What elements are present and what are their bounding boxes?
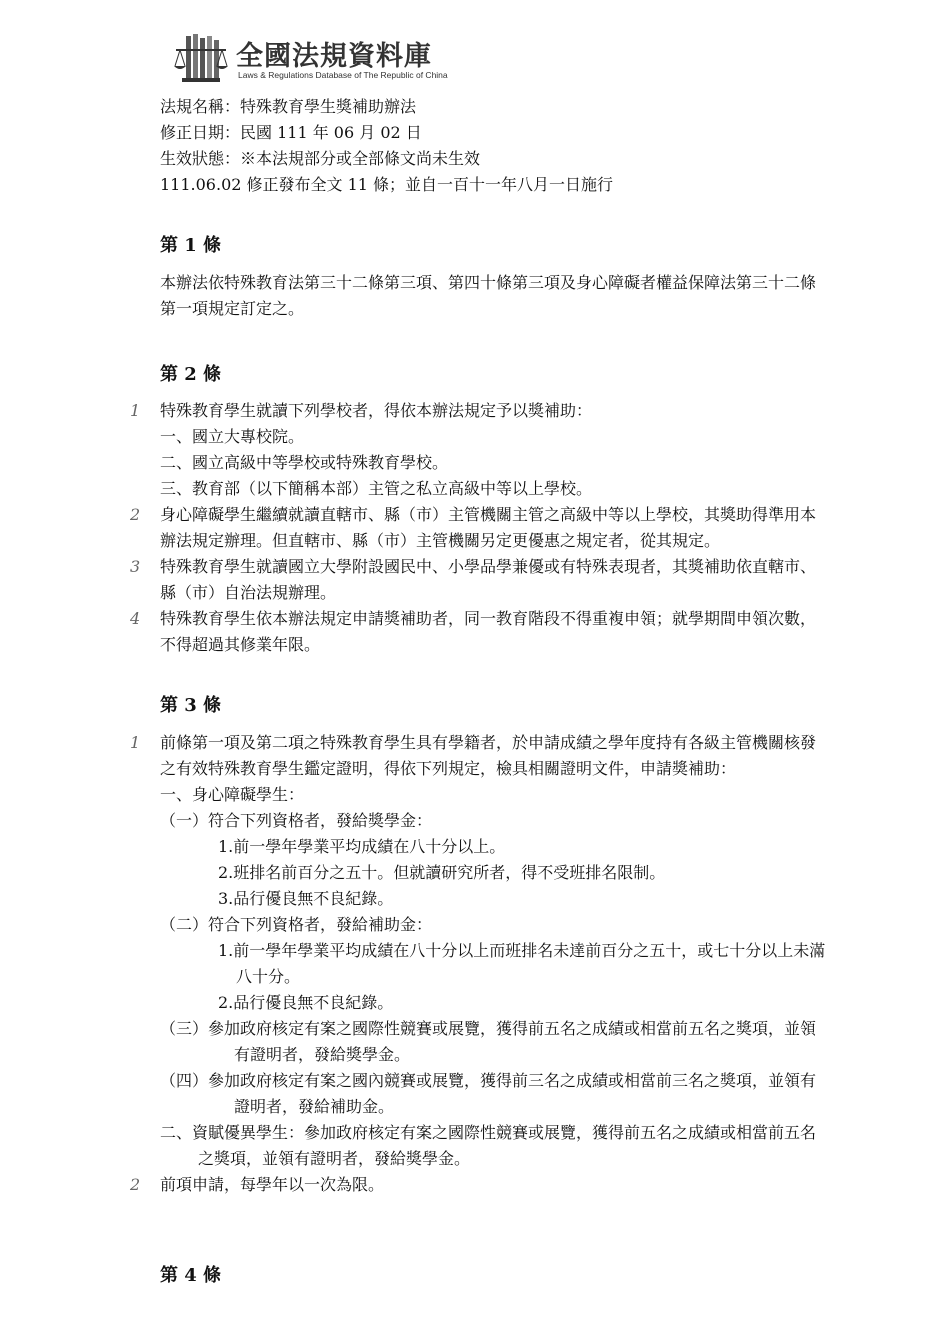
- paragraph-number: 2: [130, 1175, 141, 1194]
- amend-note: 111.06.02 修正發布全文 11 條；並自一百十一年八月一日施行: [160, 175, 614, 194]
- list-item: 2.班排名前百分之五十。但就讀研究所者，得不受班排名限制。: [218, 863, 666, 882]
- subsection-heading: 一、身心障礙學生：: [160, 785, 305, 804]
- article-4-heading: 第 4 條: [160, 1265, 222, 1286]
- article-1-text: 本辦法依特殊教育法第三十二條第三項、第四十條第三項及身心障礙者權益保障法第三十二條第一項規定訂定之。: [160, 273, 817, 318]
- paragraph-number: 3: [130, 557, 141, 576]
- list-item: 一、國立大專校院。: [160, 427, 305, 446]
- article-2-paragraph-4: [130, 606, 828, 658]
- subsection-item: （二）符合下列資格者，發給補助金：: [160, 915, 433, 934]
- logo-subtitle: Laws & Regulations Database of The Republic of China: [238, 70, 448, 80]
- article-2-paragraph-3: [130, 554, 828, 606]
- subsection-item: （四）參加政府核定有案之國內競賽或展覽，獲得前三名之成績或相當前三名之獎項，並領有證明者，發給補助金。: [160, 1071, 817, 1116]
- article-3-paragraph-2: [130, 1172, 828, 1198]
- list-item: 3.品行優良無不良紀錄。: [218, 889, 394, 908]
- paragraph-number: 1: [130, 733, 141, 752]
- paragraph-text: 身心障礙學生繼續就讀直轄市、縣（市）主管機關主管之高級中等以上學校，其獎助得準用本辦法規定辦理。但直轄市、縣（市）主管機關另定更優惠之規定者，從其規定。: [160, 505, 817, 550]
- paragraph-text: 前項申請，每學年以一次為限。: [160, 1175, 385, 1194]
- article-1-heading: 第 1 條: [160, 235, 222, 256]
- list-item: 二、國立高級中等學校或特殊教育學校。: [160, 453, 449, 472]
- subsection-item: （三）參加政府核定有案之國際性競賽或展覽，獲得前五名之成績或相當前五名之獎項，並領有證明者，發給獎學金。: [160, 1019, 817, 1064]
- paragraph-text: 特殊教育學生就讀下列學校者，得依本辦法規定予以獎補助：: [160, 401, 593, 420]
- article-2-heading: 第 2 條: [160, 364, 222, 385]
- list-item: 1.前一學年學業平均成績在八十分以上。: [218, 837, 506, 856]
- paragraph-number: 1: [130, 401, 141, 420]
- article-3-body: [130, 730, 828, 1198]
- subsection-item: （一）符合下列資格者，發給獎學金：: [160, 811, 433, 830]
- paragraph-text: 特殊教育學生依本辦法規定申請獎補助者，同一教育階段不得重複申領；就學期間申領次數，不得超過其修業年限。: [160, 609, 817, 654]
- list-item: 2.品行優良無不良紀錄。: [218, 993, 394, 1012]
- paragraph-number: 4: [130, 609, 141, 628]
- list-item: 三、教育部（以下簡稱本部）主管之私立高級中等以上學校。: [160, 479, 593, 498]
- law-name: 法規名稱：特殊教育學生獎補助辦法: [160, 97, 417, 116]
- logo-title: 全國法規資料庫: [236, 41, 432, 72]
- paragraph-text: 特殊教育學生就讀國立大學附設國民中、小學品學兼優或有特殊表現者，其獎補助依直轄市、縣（市）自治法規辦理。: [160, 557, 817, 602]
- list-item: 1.前一學年學業平均成績在八十分以上而班排名未達前百分之五十，或七十分以上未滿八十分。: [218, 941, 826, 986]
- article-2-paragraph-1: [130, 398, 828, 424]
- subsection-heading: 二、資賦優異學生：參加政府核定有案之國際性競賽或展覽，獲得前五名之成績或相當前五名之獎項，並領有證明者，發給獎學金。: [160, 1123, 817, 1168]
- article-3-heading: 第 3 條: [160, 695, 222, 716]
- article-1-body: [160, 270, 828, 322]
- paragraph-number: 2: [130, 505, 141, 524]
- scales-of-justice-icon: [172, 30, 230, 86]
- effective-status: 生效狀態：※本法規部分或全部條文尚未生效: [160, 149, 481, 168]
- amend-date: 修正日期：民國 111 年 06 月 02 日: [160, 123, 422, 142]
- paragraph-text: 前條第一項及第二項之特殊教育學生具有學籍者，於申請成績之學年度持有各級主管機關核發之有效特殊教育學生鑑定證明，得依下列規定，檢具相關證明文件，申請獎補助：: [160, 733, 817, 778]
- article-2-body: [130, 398, 828, 658]
- article-3-paragraph-1: [130, 730, 828, 782]
- law-metadata: [160, 94, 840, 198]
- article-2-paragraph-2: [130, 502, 828, 554]
